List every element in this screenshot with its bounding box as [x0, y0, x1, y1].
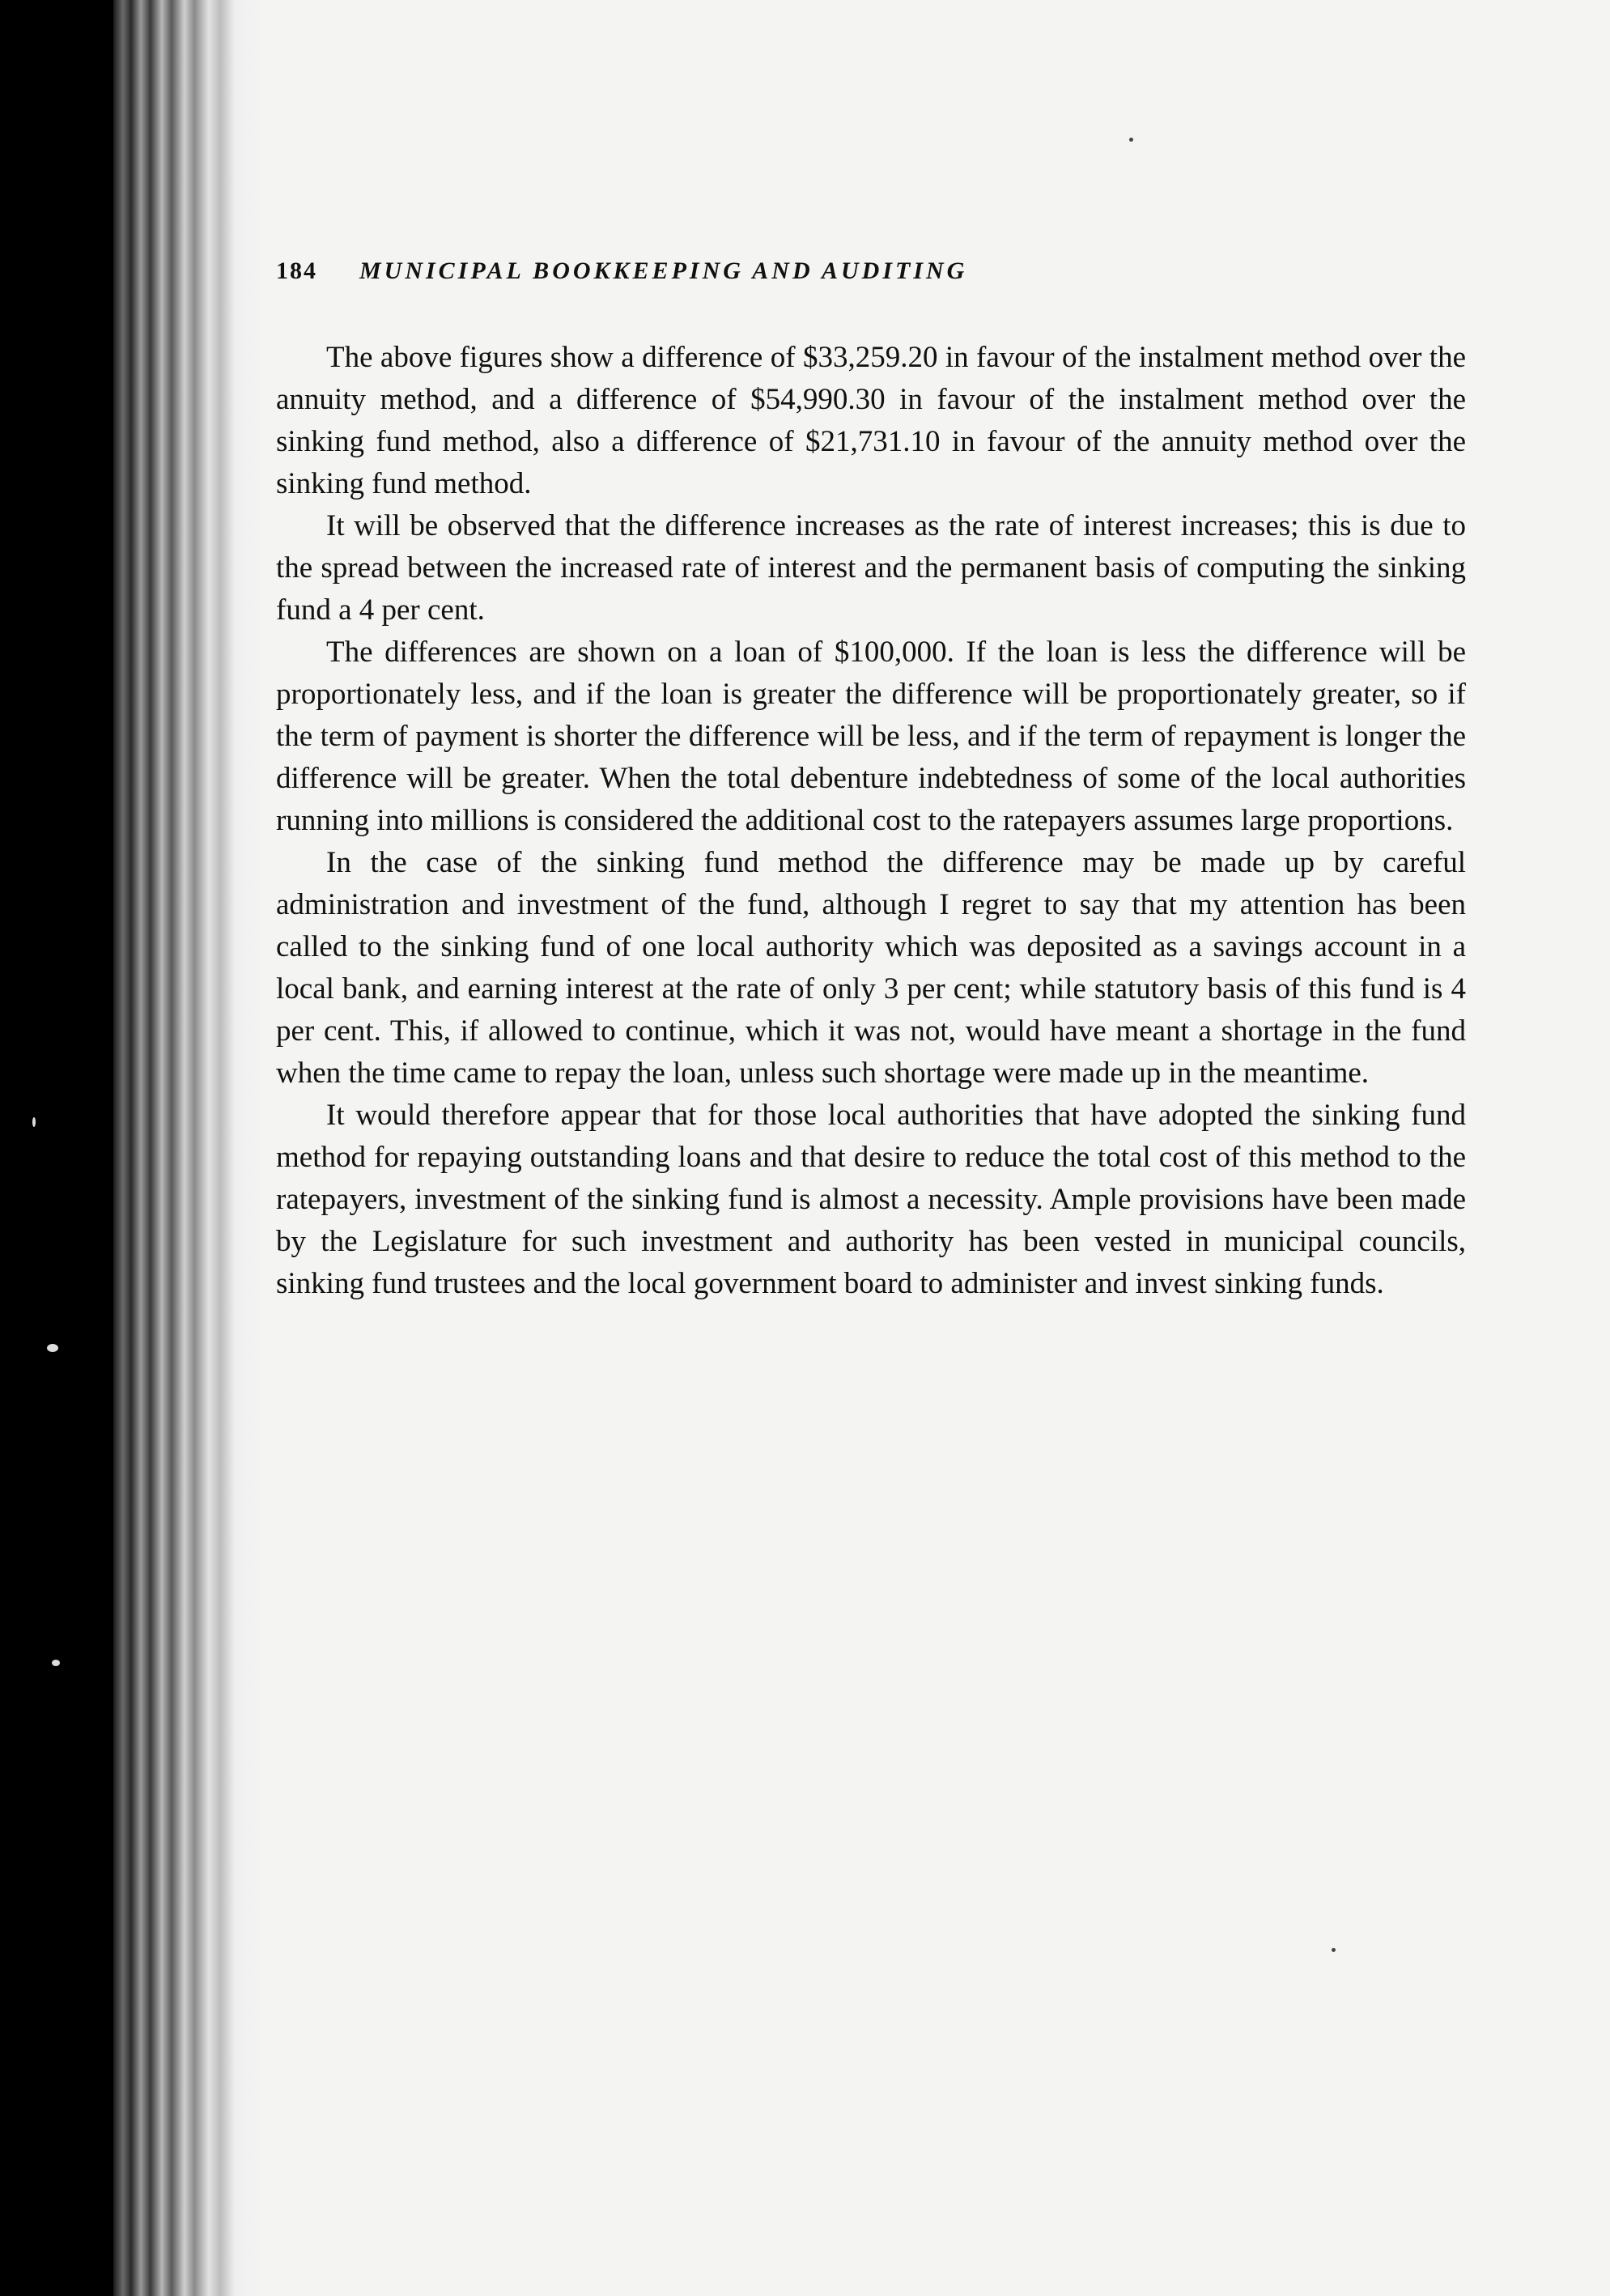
- paragraph: The above figures show a difference of $33,259.20 in favour of the instalment method over the annuity method, and a difference of $54,990.30 in favour of the instalment method over the sinking fund method, also a difference of $21,731.10 in favour of the annuity method over the sinking fund method.: [276, 341, 1466, 500]
- paragraph: In the case of the sinking fund method the difference may be made up by careful administration and investment of the fund, although I regret to say that my attention has been called to the sinking fund of one local authority which was deposited as a savings account in a local bank, and earning interest at the rate of only 3 per cent; while statutory basis of this fund is 4 per cent. This, if allowed to continue, which it was not, would have meant a shortage in the fund when the time came to repay the loan, unless such shortage were made up in the meantime.: [276, 846, 1466, 1090]
- scan-speck: [47, 1344, 58, 1352]
- page-number: 184: [276, 257, 317, 284]
- page-speck: [1332, 1948, 1336, 1952]
- scan-speck: [32, 1117, 36, 1127]
- scan-speck: [52, 1660, 60, 1666]
- paragraph: The differences are shown on a loan of $100,000. If the loan is less the difference will be proportionately less, and if the loan is greater the difference will be proportionately greater, so if the term of payment is shorter the difference will be less, and if the term of repayment is longer the difference will be greater. When the total debenture indebtedness of some of the local authorities running into millions is considered the additional cost to the ratepayers assumes large proportions.: [276, 636, 1466, 837]
- running-title: MUNICIPAL BOOKKEEPING AND AUDITING: [359, 257, 968, 284]
- page-speck: [1129, 138, 1133, 142]
- page-content: [276, 257, 1466, 1305]
- paragraph: It would therefore appear that for those local authorities that have adopted the sinking fund method for repaying outstanding loans and that desire to reduce the total cost of this method to the ratepayers, investment of the sinking fund is almost a necessity. Ample provisions have been made by the Legislature for such investment and authority has been vested in municipal councils, sinking fund trustees and the local government board to administer and invest sinking funds.: [276, 1099, 1466, 1300]
- paragraph: It will be observed that the difference increases as the rate of interest increases; this is due to the spread between the increased rate of interest and the permanent basis of computing the sinking fund a 4 per cent.: [276, 509, 1466, 627]
- page-stack-edge: [113, 0, 263, 2296]
- running-head: [276, 257, 1466, 285]
